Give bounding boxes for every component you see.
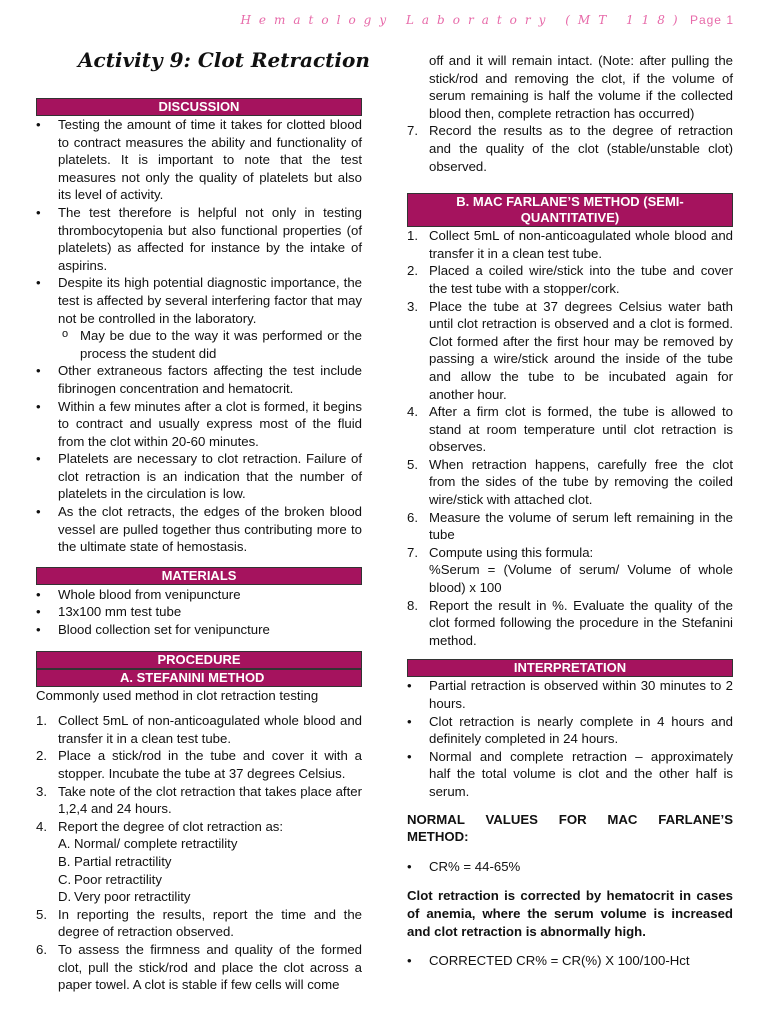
stefanini-intro: Commonly used method in clot retraction testing xyxy=(36,687,319,703)
list-item: • The test therefore is helpful not only in testing thrombocytopenia but also functional properties (of platelets) as affected for instance by the intake of aspirins. xyxy=(36,204,362,274)
list-item: • CORRECTED CR% = CR(%) X 100/100-Hct xyxy=(407,952,733,970)
list-item: • CR% = 44-65% xyxy=(407,858,733,876)
list-item: 3. Take note of the clot retraction that takes place after 1,2,4 and 24 hours. xyxy=(36,783,362,817)
list-item: • Testing the amount of time it takes for clotted blood to contract measures the ability and functionality of platelets. It is important to note that the test measures not only the quality of platelets but also its level of activity. xyxy=(36,116,362,204)
normal-values-label: NORMAL VALUES FOR MAC FARLANE’S METHOD: xyxy=(407,811,733,845)
degree-item: D. Very poor retractility xyxy=(58,889,191,905)
list-item: • Partial retraction is observed within 30 minutes to 2 hours. xyxy=(407,677,733,712)
activity-title: Activity 9: Clot Retraction xyxy=(78,48,370,72)
stefanini-steps xyxy=(36,712,362,994)
step6-continued: off and it will remain intact. (Note: after pulling the stick/rod and removing the clot, if the volume of serum remaining is half the volume if the collected blood then, complete retraction has occurred) xyxy=(429,53,733,121)
list-item: 2. Placed a coiled wire/stick into the tube and cover the test tube with a stopper/cork. xyxy=(407,263,733,296)
list-item: 7. Compute using this formula: %Serum = (Volume of serum/ Volume of whole blood) x 100 xyxy=(407,544,733,596)
list-item: 8. Report the result in %. Evaluate the quality of the clot formed following the procedure in the Stefanini method. xyxy=(407,597,733,648)
list-item: • Other extraneous factors affecting the test include fibrinogen concentration and hematocrit. xyxy=(36,362,362,397)
discussion-heading: DISCUSSION xyxy=(36,98,362,116)
course-title: Hematology Laboratory (MT 118) xyxy=(240,13,686,27)
macfarlane-heading: B. MAC FARLANE’S METHOD (SEMI-QUANTITATIVE) xyxy=(407,193,733,227)
list-item: • Clot retraction is nearly complete in 4 hours and definitely completed in 24 hours. xyxy=(407,713,733,748)
corrected-formula-list xyxy=(407,952,733,970)
list-item: 6. To assess the firmness and quality of the formed clot, pull the stick/rod and place the clot across a paper towel. A clot is stable if few cells will come xyxy=(36,941,362,993)
correction-note: Clot retraction is corrected by hematocrit in cases of anemia, where the serum volume is increased and clot retraction is abnormally high. xyxy=(407,888,733,939)
macfarlane-steps xyxy=(407,227,733,649)
list-item: 6. Measure the volume of serum left remaining in the tube xyxy=(407,509,733,543)
discussion-list xyxy=(36,116,362,556)
list-item: • As the clot retracts, the edges of the broken blood vessel are pulled together thus contributing more to the ultimate state of hemostasis. xyxy=(36,503,362,556)
list-item: 5. In reporting the results, report the time and the degree of retraction observed. xyxy=(36,906,362,940)
list-item: • 13x100 mm test tube xyxy=(36,603,362,621)
list-item: 3. Place the tube at 37 degrees Celsius water bath until clot retraction is observed and a clot is formed. Clot formed after the first hour may be removed by passing a wire/stick around the inside of the tube and allow the tube to be incubated again for another hour. xyxy=(407,298,733,402)
list-item: • Normal and complete retraction – approximately half the total volume is clot and the other half is serum. xyxy=(407,748,733,801)
normal-values-list xyxy=(407,858,733,876)
serum-formula: %Serum = (Volume of serum/ Volume of whole blood) x 100 xyxy=(429,562,733,596)
page-number: Page 1 xyxy=(689,13,734,27)
stefanini-heading: A. STEFANINI METHOD xyxy=(36,669,362,687)
degree-item: A. Normal/ complete retractility xyxy=(58,836,238,852)
list-item: 2. Place a stick/rod in the tube and cover it with a stopper. Incubate the tube at 37 degrees Celsius. xyxy=(36,748,362,781)
page-header xyxy=(240,12,734,30)
list-item: 7. Record the results as to the degree of retraction and the quality of the clot (stable/unstable clot) observed. xyxy=(407,123,733,174)
materials-list xyxy=(36,586,362,639)
list-item: • Within a few minutes after a clot is formed, it begins to contract and usually express most of the fluid from the clot within 20-60 minutes. xyxy=(36,398,362,451)
list-item: 5. When retraction happens, carefully free the clot from the sides of the tube by removing the coiled wire/stick with attached clot. xyxy=(407,456,733,508)
list-item: • Blood collection set for venipuncture xyxy=(36,621,362,639)
list-item: • Platelets are necessary to clot retraction. Failure of clot retraction is an indication that the number of platelets in the circulation is low. xyxy=(36,450,362,503)
stefanini-steps-cont xyxy=(407,122,733,175)
degree-item: B. Partial retractility xyxy=(58,853,172,869)
list-item: • Whole blood from venipuncture xyxy=(36,586,362,604)
left-column xyxy=(36,98,362,994)
degree-item: C. Poor retractility xyxy=(58,871,162,887)
procedure-heading: PROCEDURE xyxy=(36,651,362,669)
list-item: 4. Report the degree of clot retraction as: xyxy=(36,818,284,834)
interpretation-list xyxy=(407,677,733,800)
sub-list-item: o May be due to the way it was performed or the process the student did xyxy=(36,327,362,362)
list-item: 4. After a firm clot is formed, the tube is allowed to stand at room temperature until clot retraction is observes. xyxy=(407,404,733,455)
interpretation-heading: INTERPRETATION xyxy=(407,659,733,677)
list-item: 1. Collect 5mL of non-anticoagulated whole blood and transfer it in a clean test tube. xyxy=(407,228,733,261)
right-column xyxy=(407,52,733,970)
materials-heading: MATERIALS xyxy=(36,567,362,585)
list-item: 1. Collect 5mL of non-anticoagulated whole blood and transfer it in a clean test tube. xyxy=(36,713,362,746)
list-item: • Despite its high potential diagnostic importance, the test is affected by several interfering factor that may not be controlled in the laboratory. xyxy=(36,274,362,327)
